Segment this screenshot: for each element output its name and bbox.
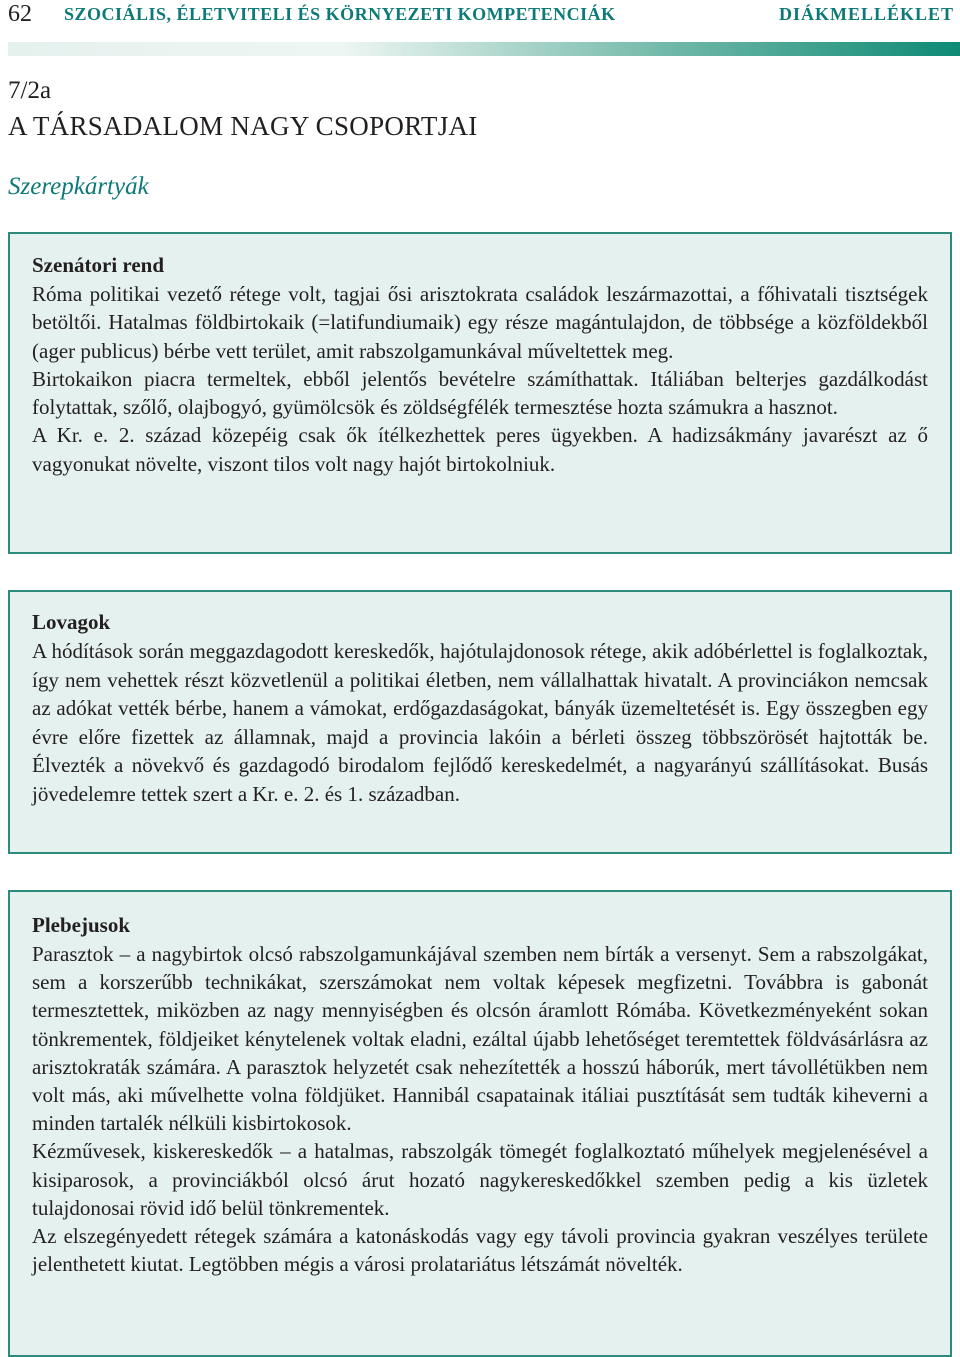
page-subtitle: Szerepkártyák: [8, 173, 149, 200]
card-title: Plebejusok: [32, 913, 131, 937]
card-paragraph: A hódítások során meggazdagodott kereskedők, hajótulajdonosok rétege, akik adóbérlettel is foglalkoztak, így nem vehettek részt közvetlenül a politikai életben, nem vállalhattak hivatalt. A provinciákon nemcsak az adókat vették bérbe, hanem a vámokat, erdőgazdaságokat, bányák üzemeltetését is. Egy összegben egy évre előre fizettek az államnak, majd a provincia lakóin a bérleti összeg többszörösét hajtották be. Élvezték a növekvő és gazdagodó birodalom fejlődő kereskedelmét, a nagyarányú szállításokat. Busás jövedelemre tettek szert a Kr. e. 2. és 1. században.: [32, 639, 928, 806]
running-title: SZOCIÁLIS, ÉLETVITELI ÉS KÖRNYEZETI KOMPETENCIÁK: [64, 4, 616, 24]
card-paragraph: Kézművesek, kiskereskedők – a hatalmas, rabszolgák tömegét foglalkoztató műhelyek megjelenésével a kisiparosok, a provinciákból olcsó árut hozató nagykereskedőkkel szemben pedig a kis üzletek tulajdonosai rövid idő belül tönkrementek.: [32, 1139, 928, 1220]
card-paragraph: Birtokaikon piacra termeltek, ebből jelentős bevételre számíthattak. Itáliában belterjes gazdálkodást folytattak, szőlő, olajbogyó, gyümölcsök és zöldségfélék termesztése hozta számukra a hasznot.: [32, 366, 928, 420]
page-title: A TÁRSADALOM NAGY CSOPORTJAI: [8, 111, 478, 141]
card-title: Lovagok: [32, 610, 111, 634]
card-paragraph: Parasztok – a nagybirtok olcsó rabszolgamunkájával szemben nem bírták a versenyt. Sem a rabszolgákat, sem a korszerűbb technikákat, szerszámokat nem voltak képesek megfizetni. Továbbra is gabonát termesztettek, miközben az nagy mennyiségben és olcsón áramlott Rómába. Következményeként sokan tönkrementek, földjeiket kénytelenek voltak eladni, ezáltal újabb lehetőséget teremtettek földvásárlásra az arisztokraták számára. A parasztok helyzetét csak nehezítették a hosszú háborúk, mert távollétükben nem volt más, aki művelhette volna földjüket. Hannibál csapatainak itáliai pusztítását sem tudták kiheverni a minden tartalék nélküli kisbirtokosok.: [32, 942, 928, 1136]
header-rule: [8, 42, 960, 56]
card-paragraph: A Kr. e. 2. század közepéig csak ők ítélkezhettek peres ügyekben. A hadizsákmány javarészt az ő vagyonukat növelte, viszont tilos volt nagy hajót birtokolniuk.: [32, 423, 928, 476]
worksheet-code: 7/2a: [8, 77, 52, 104]
role-card-plebeians: [8, 890, 952, 1357]
page-header: [0, 0, 960, 30]
card-title: Szenátori rend: [32, 253, 165, 277]
section-label: DIÁKMELLÉKLET: [778, 4, 954, 24]
card-paragraph: Az elszegényedett rétegek számára a katonáskodás vagy egy távoli provincia gyakran veszélyes területe jelenthetett kiutat. Legtöbben mégis a városi prolatariátus létszámát növelték.: [32, 1224, 928, 1277]
role-card-knights: [8, 590, 952, 854]
role-card-senators: [8, 232, 952, 554]
page-number: 62: [8, 1, 32, 27]
card-paragraph: Róma politikai vezető rétege volt, tagjai ősi arisztokrata családok leszármazottai, a főhivatali tisztségek betöltői. Hatalmas földbirtokaik (=latifundiumaik) egy része magántulajdon, de többsége a közföldekből (ager publicus) bérbe vett terület, amit rabszolgamunkával műveltettek meg.: [32, 282, 928, 363]
